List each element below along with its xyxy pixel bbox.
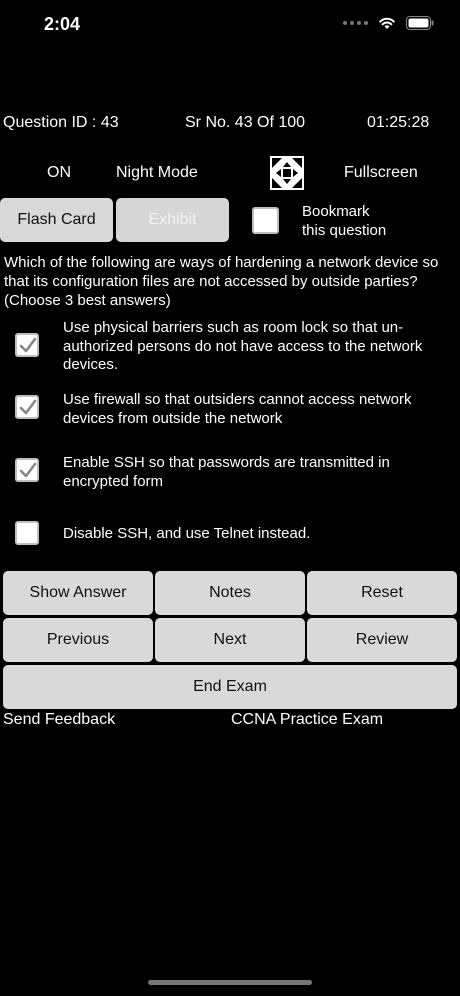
answer-text-3[interactable]: Enable SSH so that passwords are transmitted in encrypted form xyxy=(63,454,390,490)
home-indicator[interactable] xyxy=(148,980,312,985)
battery-icon xyxy=(406,16,434,30)
bookmark-label-line1: Bookmark xyxy=(302,203,370,220)
answer-checkbox-3[interactable] xyxy=(15,458,39,482)
answer-text-4[interactable]: Disable SSH, and use Telnet instead. xyxy=(63,525,311,542)
bookmark-checkbox[interactable] xyxy=(252,207,279,234)
app-name: CCNA Practice Exam xyxy=(231,711,384,728)
exhibit-button[interactable]: Exhibit xyxy=(116,198,229,242)
previous-button[interactable]: Previous xyxy=(3,618,153,662)
status-time: 2:04 xyxy=(44,14,81,34)
answer-checkbox-1[interactable] xyxy=(15,333,39,357)
status-icons xyxy=(343,16,434,30)
show-answer-button[interactable]: Show Answer xyxy=(3,571,153,615)
answer-checkbox-4[interactable] xyxy=(15,521,39,545)
exam-timer: 01:25:28 xyxy=(367,114,430,131)
send-feedback-link[interactable]: Send Feedback xyxy=(3,711,116,728)
end-exam-button[interactable]: End Exam xyxy=(3,665,457,709)
flash-card-button[interactable]: Flash Card xyxy=(0,198,113,242)
wifi-icon xyxy=(378,16,396,30)
reset-button[interactable]: Reset xyxy=(307,571,457,615)
question-id: Question ID : 43 xyxy=(3,114,119,131)
night-mode-label: Night Mode xyxy=(116,164,198,181)
fullscreen-icon[interactable] xyxy=(270,156,304,190)
checkmark-icon xyxy=(18,398,38,418)
signal-icon xyxy=(343,21,368,25)
bookmark-label-line2: this question xyxy=(302,222,387,239)
answer-text-1[interactable]: Use physical barriers such as room lock so that un-authorized persons do not have access to the network devices. xyxy=(63,319,423,373)
answer-text-2[interactable]: Use firewall so that outsiders cannot access network devices from outside the network xyxy=(63,391,412,427)
notes-button[interactable]: Notes xyxy=(155,571,305,615)
fullscreen-label: Fullscreen xyxy=(344,164,418,181)
checkmark-icon xyxy=(18,461,38,481)
checkmark-icon xyxy=(18,336,38,356)
review-button[interactable]: Review xyxy=(307,618,457,662)
night-mode-toggle[interactable]: ON xyxy=(47,164,71,181)
next-button[interactable]: Next xyxy=(155,618,305,662)
bookmark-label xyxy=(302,202,386,240)
answer-checkbox-2[interactable] xyxy=(15,395,39,419)
question-text: Which of the following are ways of hardening a network device so that its configuration files are not accessed by outside parties? (Choose 3 best answers) xyxy=(4,254,439,309)
serial-number: Sr No. 43 Of 100 xyxy=(185,114,306,131)
